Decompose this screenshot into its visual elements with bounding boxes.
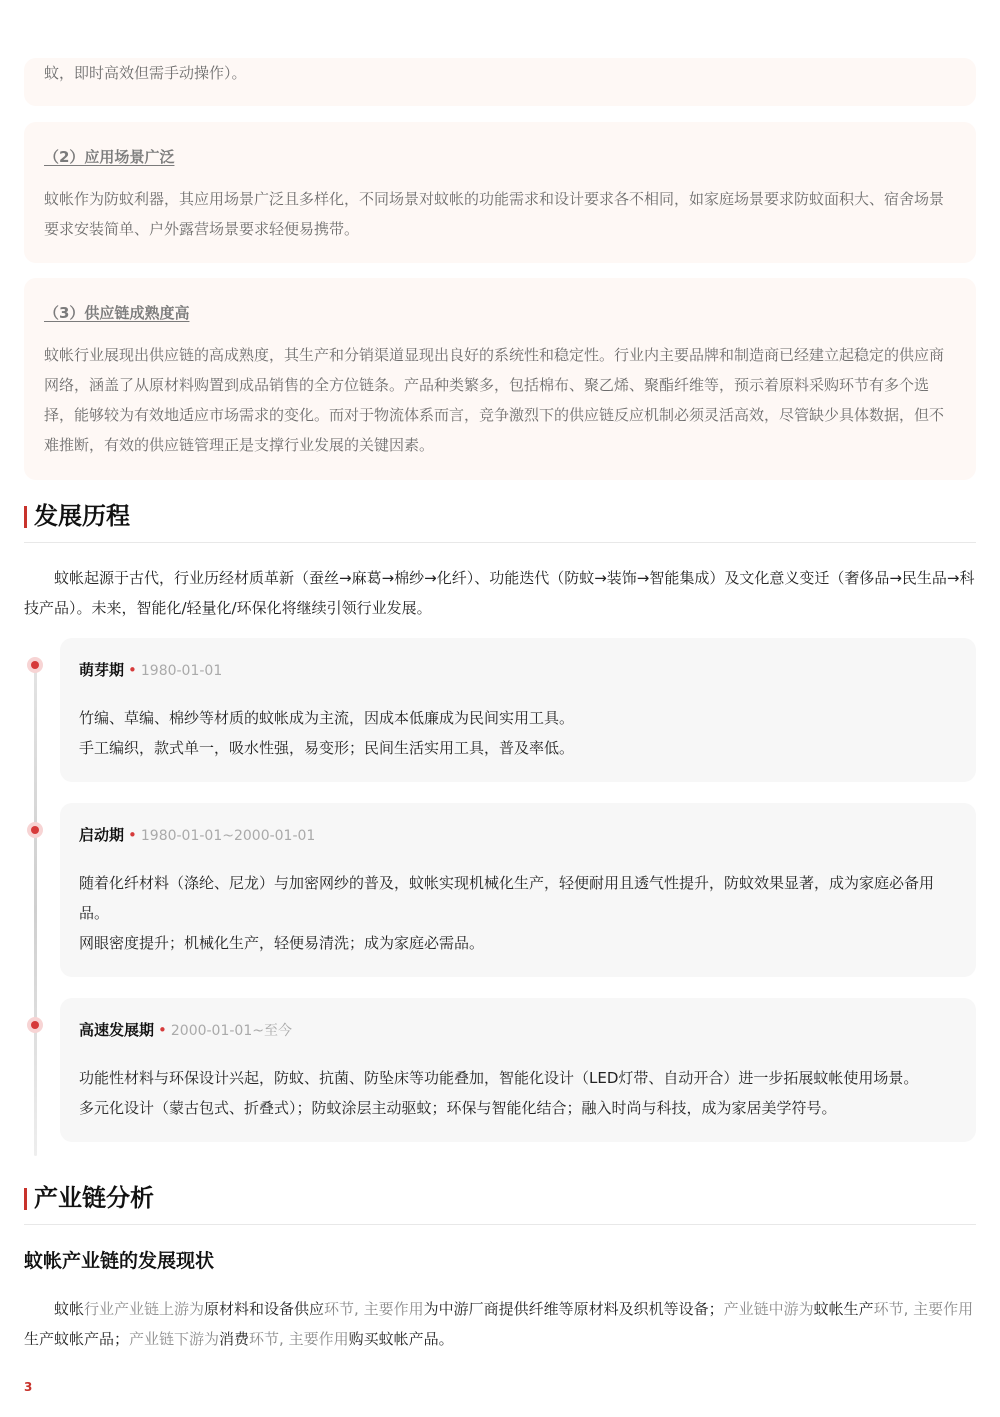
stage-name: 萌芽期 (79, 661, 125, 679)
stage-name: 高速发展期 (79, 1021, 155, 1039)
timeline-card-stage-1 (60, 638, 976, 782)
feature-card-title: （3）供应链成熟度高 (44, 304, 190, 322)
stage-separator: • (158, 1021, 167, 1039)
chain-key-text: 原材料和设备供应 (204, 1300, 325, 1318)
timeline-card-stage-2 (60, 803, 976, 977)
stage-traits: 网眼密度提升；机械化生产，轻便易清洗；成为家庭必需品。 (79, 934, 485, 952)
stage-date: 1980-01-01~2000-01-01 (140, 828, 316, 844)
chain-connector-text: 行业产业链上游为 (84, 1300, 205, 1318)
feature-card-body: 蚊帐作为防蚊利器，其应用场景广泛且多样化，不同场景对蚊帐的功能需求和设计要求各不相同，如家庭场景要求防蚊面积大、宿舍场景要求安装简单、户外露营场景要求轻便易携带。 (44, 190, 945, 238)
stage-traits: 手工编织，款式单一，吸水性强，易变形；民间生活实用工具，普及率低。 (79, 739, 575, 757)
feature-card-supply-chain (24, 278, 976, 480)
stage-name: 启动期 (79, 826, 125, 844)
chain-key-text: 为中游厂商提供纤维等原材料及织机等设备； (423, 1300, 724, 1318)
feature-card-scenarios (24, 122, 976, 263)
feature-card-title: （2）应用场景广泛 (44, 148, 175, 166)
chain-key-text: 蚊帐生产 (813, 1300, 874, 1318)
timeline-card-stage-3 (60, 998, 976, 1142)
section-accent-bar (24, 506, 27, 528)
chain-connector-text: 环节, 主要作用 (324, 1300, 424, 1318)
timeline-dot (27, 657, 43, 673)
stage-separator: • (128, 826, 137, 844)
chain-key-text: 生产蚊帐产品； (24, 1330, 130, 1348)
chain-key-text: 购买蚊帐产品。 (348, 1330, 454, 1348)
history-intro: 蚊帐起源于古代，行业历经材质革新（蚕丝→麻葛→棉纱→化纤）、功能迭代（防蚊→装饰→智能集成）及文化意义变迁（奢侈品→民生品→科技产品）。未来，智能化/轻量化/环保化将继续引领行业发展。 (24, 569, 975, 617)
stage-separator: • (128, 661, 137, 679)
section-accent-bar (24, 1188, 27, 1210)
stage-description: 随着化纤材料（涤纶、尼龙）与加密网纱的普及，蚊帐实现机械化生产，轻便耐用且透气性提升，防蚊效果显著，成为家庭必备用品。 (79, 874, 935, 922)
stage-description: 功能性材料与环保设计兴起，防蚊、抗菌、防坠床等功能叠加，智能化设计（LED灯带、自动开合）进一步拓展蚊帐使用场景。 (79, 1069, 919, 1087)
section-heading-history (24, 496, 976, 543)
timeline-dot (27, 822, 43, 838)
chain-subtitle: 蚊帐产业链的发展现状 (24, 1250, 215, 1272)
section-title: 发展历程 (34, 502, 130, 530)
chain-connector-text: 产业链中游为 (723, 1300, 814, 1318)
chain-connector-text: 产业链下游为 (129, 1330, 220, 1348)
feature-card-body: 蚊，即时高效但需手动操作）。 (44, 64, 247, 82)
stage-date: 1980-01-01 (140, 663, 223, 679)
feature-card-body: 蚊帐行业展现出供应链的高成熟度，其生产和分销渠道显现出良好的系统性和稳定性。行业内主要品牌和制造商已经建立起稳定的供应商网络，涵盖了从原材料购置到成品销售的全方位链条。产品种类繁多，包括棉布、聚乙烯、聚酯纤维等，预示着原料采购环节有多个选择，能够较为有效地适应市场需求的变化。而对于物流体系而言，竞争激烈下的供应链反应机制必须灵活高效，尽管缺少具体数据，但不难推断，有效的供应链管理正是支撑行业发展的关键因素。 (44, 346, 945, 454)
section-title: 产业链分析 (34, 1184, 154, 1212)
chain-connector-text: 环节, 主要作用 (249, 1330, 349, 1348)
stage-traits: 多元化设计（蒙古包式、折叠式）；防蚊涂层主动驱蚊；环保与智能化结合；融入时尚与科技，成为家居美学符号。 (79, 1099, 837, 1117)
timeline-dot (27, 1017, 43, 1033)
stage-description: 竹编、草编、棉纱等材质的蚊帐成为主流，因成本低廉成为民间实用工具。 (79, 709, 575, 727)
timeline-card-header (79, 660, 222, 681)
timeline-line (34, 664, 37, 1156)
chain-connector-text: 环节, 主要作用 (873, 1300, 974, 1318)
chain-description (24, 1294, 976, 1354)
chain-key-text: 蚊帐 (54, 1300, 85, 1318)
chain-key-text: 消费 (219, 1330, 250, 1348)
timeline-card-header (79, 1020, 292, 1041)
feature-card-continued (24, 58, 976, 106)
timeline-card-header (79, 825, 315, 846)
section-heading-industry-chain (24, 1178, 976, 1225)
stage-date: 2000-01-01~至今 (170, 1023, 292, 1039)
page-number: 3 (24, 1380, 33, 1394)
